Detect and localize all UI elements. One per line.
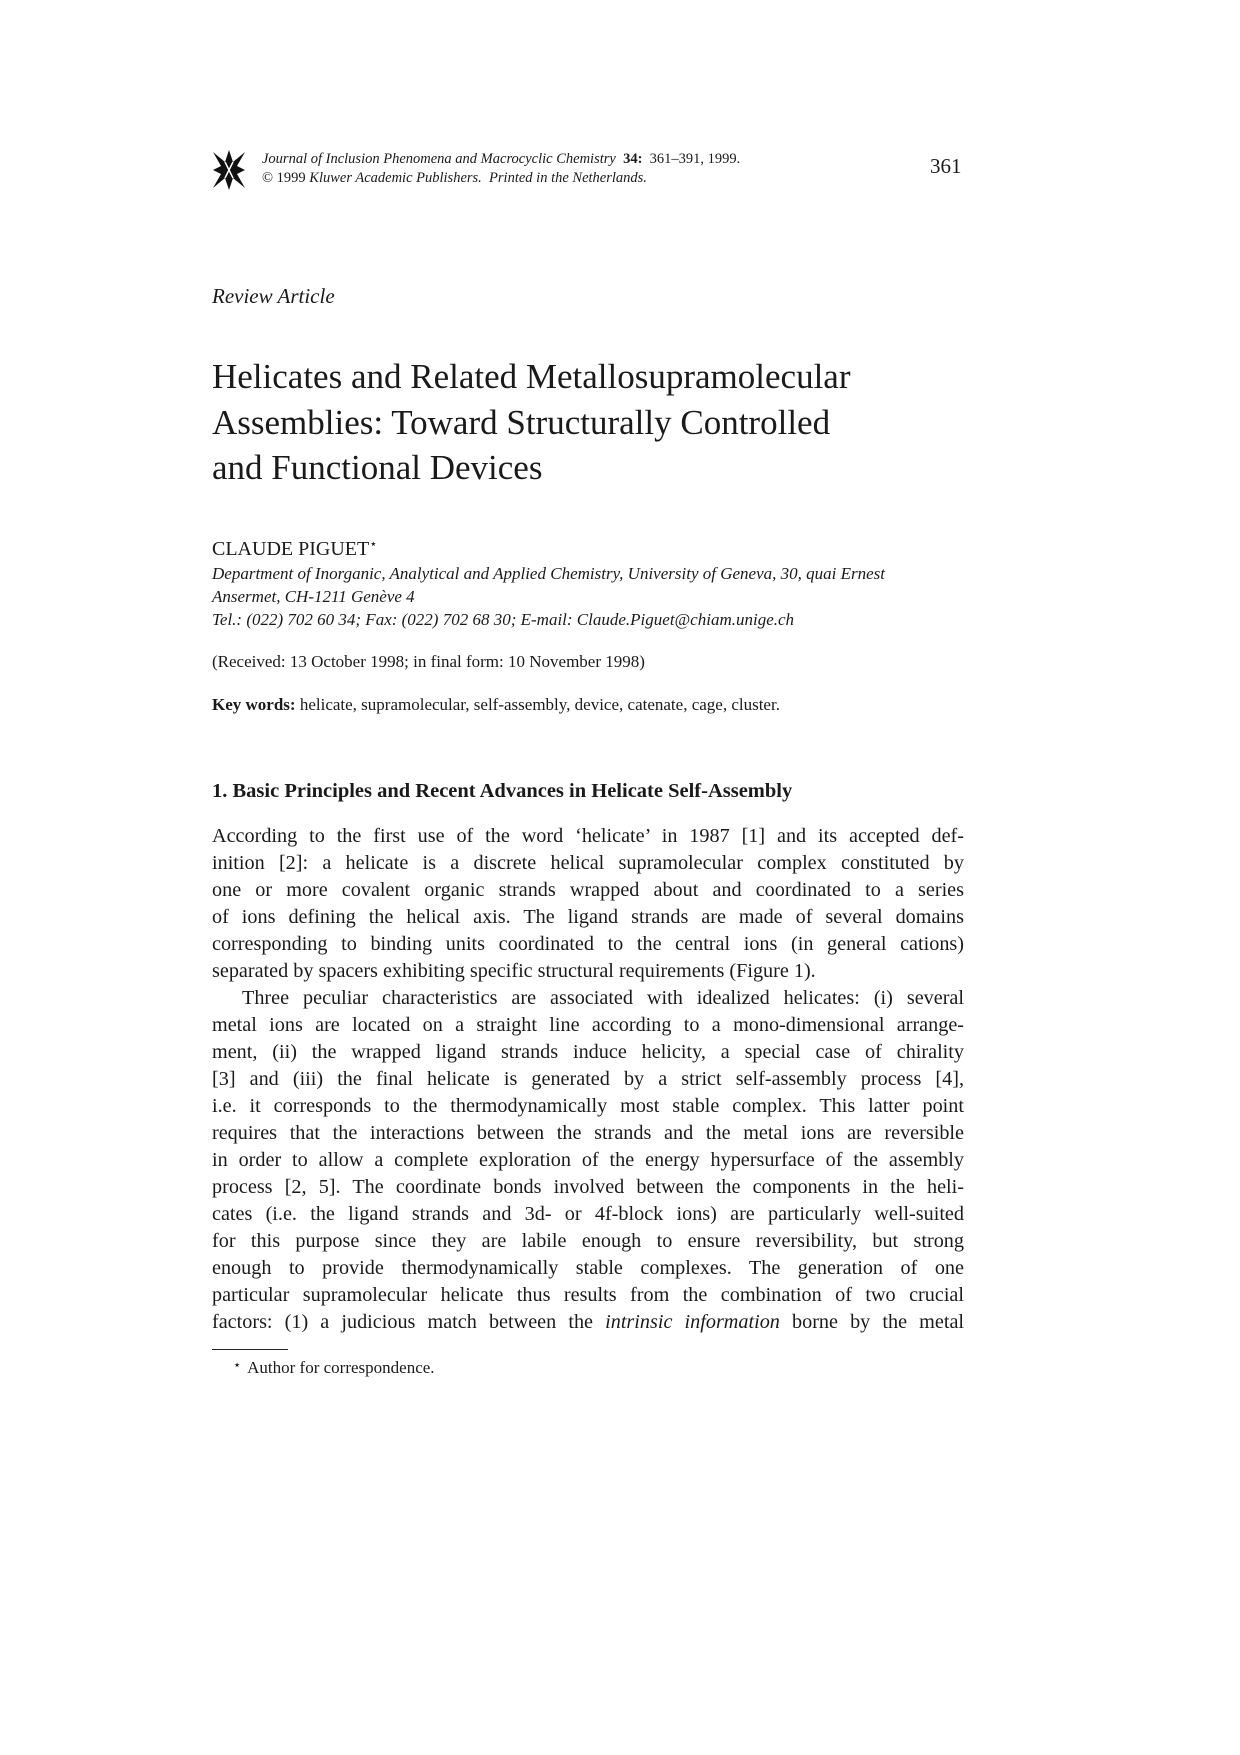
- paragraph-line: metal ions are located on a straight line according to a mono-dimensional arrange-: [212, 1014, 964, 1036]
- page-number: 361: [930, 154, 962, 178]
- author-name: [212, 536, 377, 561]
- footnote: [233, 1357, 435, 1378]
- section-heading: 1. Basic Principles and Recent Advances in Helicate Self-Assembly: [212, 780, 793, 802]
- paragraph-line: for this purpose since they are labile enough to ensure reversibility, but strong: [212, 1230, 964, 1252]
- copyright-year: © 1999: [262, 170, 306, 186]
- paragraph-line-last: [212, 1309, 964, 1336]
- publisher-logo-icon: [211, 148, 247, 192]
- keywords-list: helicate, supramolecular, self-assembly, device, catenate, cage, cluster.: [299, 695, 780, 714]
- journal-citation: [262, 150, 740, 188]
- author-footnote-mark: ⋆: [369, 536, 378, 551]
- keywords-label: Key words:: [212, 695, 296, 714]
- paragraph-line: cates (i.e. the ligand strands and 3d- or 4f-block ions) are particularly well-suited: [212, 1203, 964, 1225]
- paragraph-line: i.e. it corresponds to the thermodynamically most stable complex. This latter point: [212, 1095, 964, 1117]
- body-text: [212, 823, 964, 1336]
- paper-title: [212, 354, 972, 491]
- printed-location: Printed in the Netherlands.: [489, 170, 647, 186]
- paragraph-line: enough to provide thermodynamically stable complexes. The generation of one: [212, 1257, 964, 1279]
- footnote-mark: ⋆: [233, 1357, 242, 1372]
- footnote-rule: [212, 1349, 288, 1350]
- paragraph-line: in order to allow a complete exploration of the energy hypersurface of the assembly: [212, 1149, 964, 1171]
- paragraph-line: separated by spacers exhibiting specific structural requirements (Figure 1).: [212, 960, 816, 982]
- paragraph-line: Three peculiar characteristics are associated with idealized helicates: (i) several: [242, 987, 964, 1009]
- author-name-text: CLAUDE PIGUET: [212, 538, 370, 560]
- title-line: Helicates and Related Metallosupramolecular: [212, 357, 851, 396]
- paragraph-line: one or more covalent organic strands wrapped about and coordinated to a series: [212, 879, 964, 901]
- line-text: borne by the metal: [779, 1311, 965, 1333]
- received-dates: (Received: 13 October 1998; in final form: 10 November 1998): [212, 652, 645, 671]
- footnote-text: Author for correspondence.: [247, 1358, 435, 1377]
- paragraph-line: requires that the interactions between the strands and the metal ions are reversible: [212, 1122, 964, 1144]
- affiliation-line: Ansermet, CH-1211 Genève 4: [212, 587, 415, 606]
- line-text: factors: (1) a judicious match between the: [212, 1311, 606, 1333]
- affiliation-line: Department of Inorganic, Analytical and Applied Chemistry, University of Geneva, 30, quai Ernest: [212, 564, 885, 583]
- paragraph-line: particular supramolecular helicate thus results from the combination of two crucial: [212, 1284, 964, 1306]
- paragraph-line: of ions defining the helical axis. The ligand strands are made of several domains: [212, 906, 964, 928]
- paragraph-line: ment, (ii) the wrapped ligand strands induce helicity, a special case of chirality: [212, 1041, 964, 1063]
- publisher-name: Kluwer Academic Publishers.: [309, 170, 482, 186]
- title-line: Assemblies: Toward Structurally Controlled: [212, 402, 831, 442]
- contact-line: Tel.: (022) 702 60 34; Fax: (022) 702 68 30; E-mail: Claude.Piguet@chiam.unige.ch: [212, 610, 795, 629]
- journal-name: Journal of Inclusion Phenomena and Macrocyclic Chemistry: [262, 151, 616, 167]
- paragraph-line: corresponding to binding units coordinated to the central ions (in general cations): [212, 933, 964, 955]
- paragraph-line: inition [2]: a helicate is a discrete helical supramolecular complex constituted by: [212, 852, 964, 874]
- journal-volume: 34:: [623, 151, 643, 167]
- title-line: and Functional Devices: [212, 448, 543, 487]
- paragraph-line: process [2, 5]. The coordinate bonds involved between the components in the heli-: [212, 1176, 964, 1198]
- paragraph-line: [3] and (iii) the final helicate is generated by a strict self-assembly process [4],: [212, 1068, 964, 1090]
- keywords: [212, 695, 780, 715]
- author-affiliation: [212, 562, 972, 631]
- emphasized-term: intrinsic information: [605, 1311, 780, 1333]
- article-type: Review Article: [212, 284, 335, 308]
- paragraph-line: According to the first use of the word ‘helicate’ in 1987 [1] and its accepted def-: [212, 825, 964, 847]
- journal-pages-year: 361–391, 1999.: [649, 151, 741, 167]
